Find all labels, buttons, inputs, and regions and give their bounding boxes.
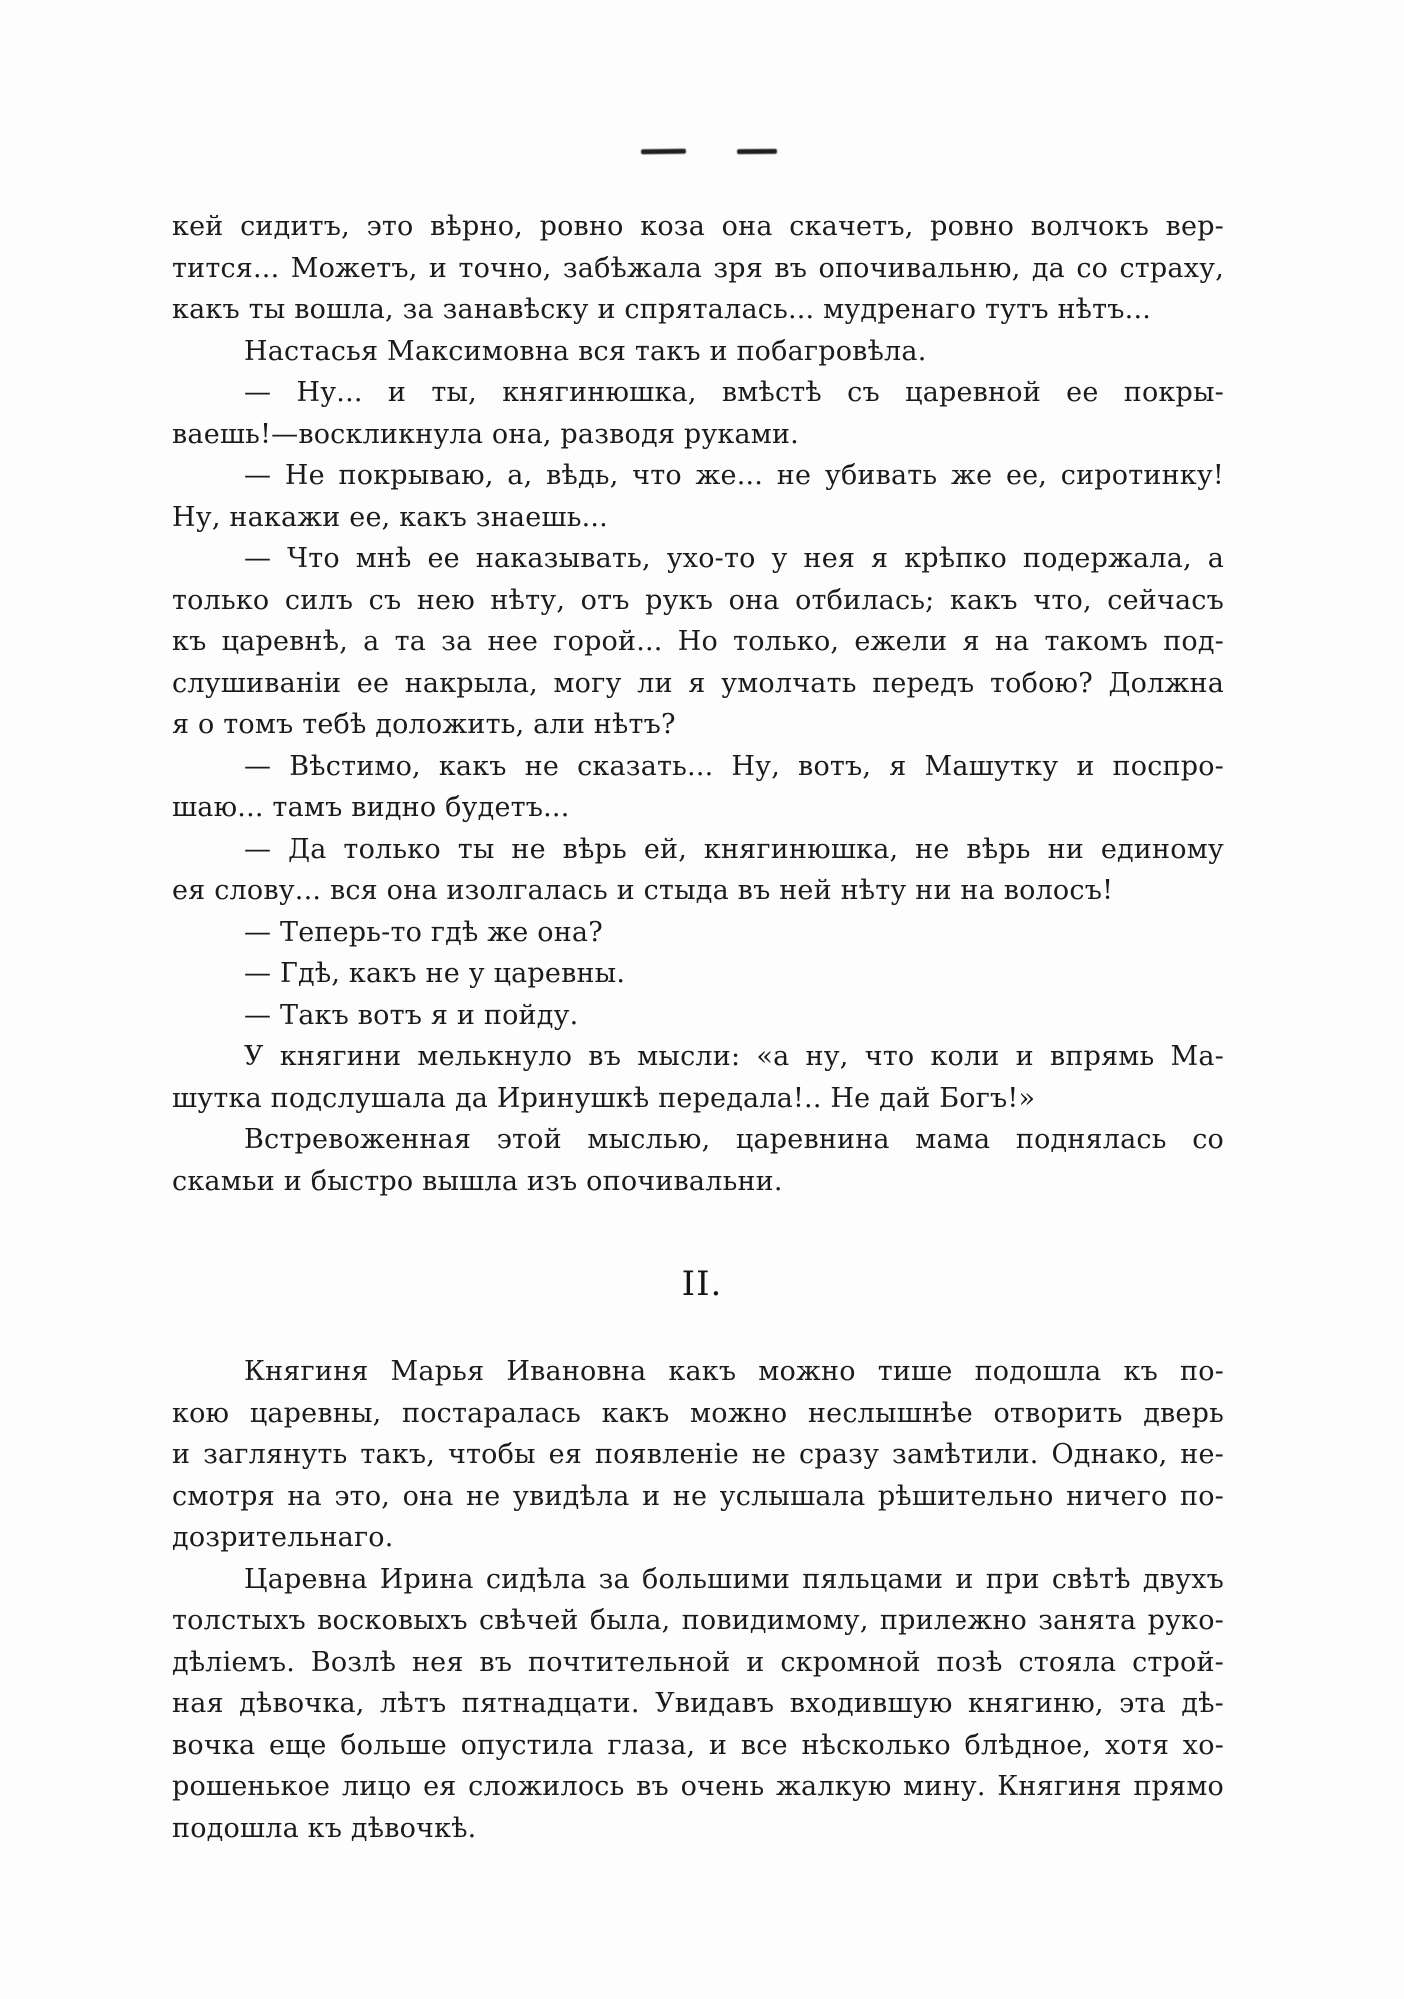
text-line: — Гдѣ, какъ не у царевны. (244, 958, 626, 989)
text-line: тится... Можетъ, и точно, забѣжала зря въ опочивальню, да со страху, (172, 252, 1224, 284)
text-line: ная дѣвочка, лѣтъ пятнадцати. Увидавъ входившую княгиню, эта дѣ- (172, 1688, 1224, 1719)
text-line: слушиваніи ее накрыла, могу ли я умолчать передъ тобою? Должна (172, 667, 1224, 699)
text-line: кей сидитъ, это вѣрно, ровно коза она скачетъ, ровно волчокъ вер- (172, 211, 1224, 242)
text-line: дозрительнаго. (172, 1522, 394, 1553)
text-line: Царевна Ирина сидѣла за большими пяльцами и при свѣтѣ двухъ (244, 1563, 1224, 1595)
page-number-dash-right (737, 149, 777, 154)
text-line: къ царевнѣ, а та за нее горой... Но только, ежели я на такомъ под- (172, 626, 1224, 657)
text-line: шаю... тамъ видно будетъ... (172, 792, 570, 823)
text-line: — Теперь-то гдѣ же она? (244, 916, 603, 948)
text-line: ваешь!—воскликнула она, разводя руками. (172, 418, 799, 450)
text-line: подошла къ дѣвочкѣ. (172, 1812, 477, 1844)
page-number-dash-left (641, 149, 686, 155)
text-line: скамьи и быстро вышла изъ опочивальни. (172, 1165, 783, 1197)
text-line: Ну, накажи ее, какъ знаешь... (172, 501, 608, 533)
text-line: Настасья Максимовна вся такъ и побагровѣла. (244, 335, 927, 367)
text-line: смотря на это, она не увидѣла и не услышала рѣшительно ничего по- (172, 1480, 1224, 1512)
section-1-text (172, 206, 1224, 1202)
chapter-heading: II. (681, 1264, 723, 1304)
text-line: я о томъ тебѣ доложить, али нѣтъ? (172, 709, 676, 740)
text-line: ея слову... вся она изолгалась и стыда въ ней нѣту ни на волосъ! (172, 875, 1114, 906)
text-line: У княгини мелькнуло въ мысли: «а ну, что коли и впрямь Ма- (244, 1041, 1224, 1072)
text-line: — Ну... и ты, княгинюшка, вмѣстѣ съ царевной ее покры- (244, 377, 1224, 408)
text-line: только силъ съ нею нѣту, отъ рукъ она отбилась; какъ что, сейчасъ (172, 584, 1224, 616)
text-line: какъ ты вошла, за занавѣску и спряталась... мудренаго тутъ нѣтъ... (172, 294, 1152, 325)
text-line: толстыхъ восковыхъ свѣчей была, повидимому, прилежно занята руко- (172, 1605, 1224, 1636)
text-line: шутка подслушала да Иринушкѣ передала!.. Не дай Богъ!» (172, 1082, 1036, 1114)
text-line: вочка еще больше опустила глаза, и все нѣсколько блѣдное, хотя хо- (172, 1729, 1224, 1761)
text-line: и заглянуть такъ, чтобы ея появленіе не сразу замѣтили. Однако, не- (172, 1439, 1224, 1470)
text-line: Встревоженная этой мыслью, царевнина мама поднялась со (244, 1124, 1224, 1155)
page-number-area (0, 136, 1404, 166)
section-2-text (172, 1351, 1224, 1849)
text-line: рошенькое лицо ея сложилось въ очень жалкую мину. Княгиня прямо (172, 1771, 1224, 1802)
text-line: — Вѣстимо, какъ не сказать... Ну, вотъ, я Машутку и поспро- (244, 750, 1224, 782)
text-line: кою царевны, постаралась какъ можно неслышнѣе отворить дверь (172, 1397, 1224, 1429)
text-line: — Да только ты не вѣрь ей, княгинюшка, не вѣрь ни единому (244, 833, 1224, 865)
text-line: — Такъ вотъ я и пойду. (244, 999, 579, 1031)
text-line: — Что мнѣ ее наказывать, ухо-то у нея я крѣпко подержала, а (244, 543, 1224, 574)
text-line: дѣліемъ. Возлѣ нея въ почтительной и скромной позѣ стояла строй- (172, 1646, 1224, 1678)
text-line: — Не покрываю, а, вѣдь, что же... не убивать же ее, сиротинку! (244, 460, 1224, 491)
text-line: Княгиня Марья Ивановна какъ можно тише подошла къ по- (244, 1356, 1224, 1387)
